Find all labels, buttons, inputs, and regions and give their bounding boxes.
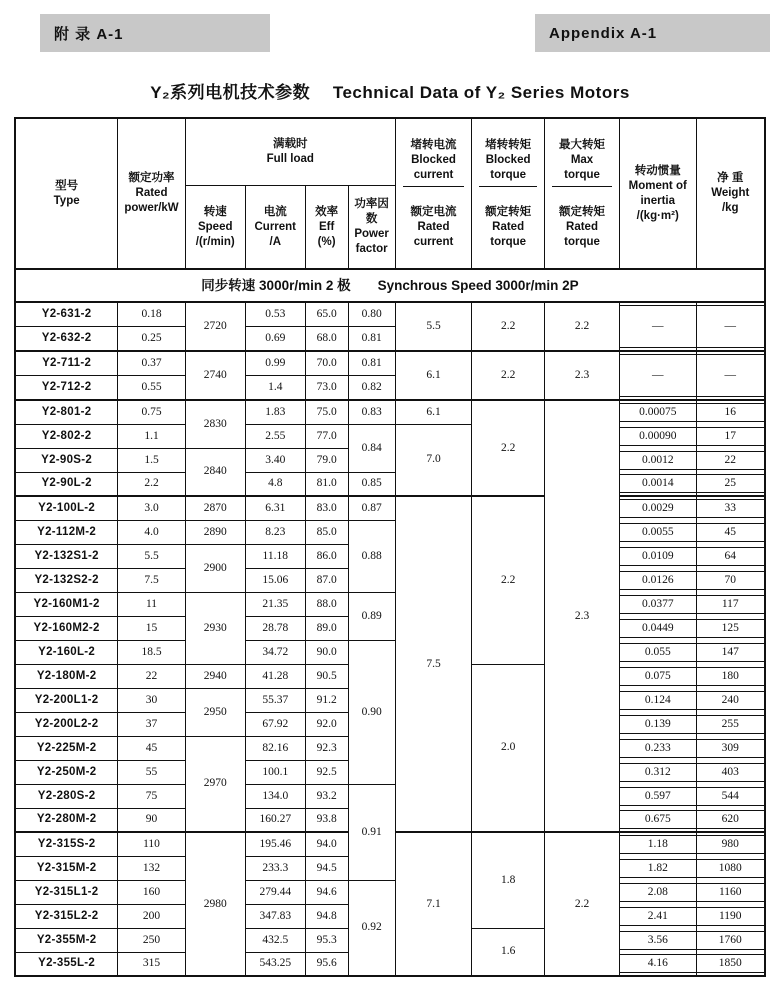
boxed-value: 0.0449 (620, 619, 696, 638)
cell-current: 34.72 (245, 640, 305, 664)
cell-wt (696, 448, 765, 472)
boxed-value: 33 (697, 499, 765, 518)
cell-eff: 95.3 (305, 928, 348, 952)
cell-current: 0.53 (245, 302, 305, 327)
table-row (15, 520, 765, 544)
boxed-value: 70 (697, 571, 765, 590)
cell-power: 18.5 (118, 640, 186, 664)
boxed-value: 0.0377 (620, 595, 696, 614)
cell-speed: 2940 (185, 664, 245, 688)
cell-wt (696, 880, 765, 904)
cell-in (620, 544, 697, 568)
table-row (15, 784, 765, 808)
boxed-value: 255 (697, 715, 765, 734)
table-row (15, 472, 765, 496)
boxed-value: 0.675 (620, 810, 696, 829)
boxed-value: 0.00075 (620, 403, 696, 422)
boxed-value: 1760 (697, 931, 765, 950)
cell-power: 0.37 (118, 351, 186, 376)
cell-type: Y2-802-2 (15, 424, 118, 448)
cell-eff: 90.0 (305, 640, 348, 664)
boxed-value: 2.08 (620, 883, 696, 902)
cell-eff: 93.2 (305, 784, 348, 808)
cell-type: Y2-355L-2 (15, 952, 118, 976)
cell-pf: 0.89 (348, 592, 395, 640)
cell-type: Y2-160M1-2 (15, 592, 118, 616)
cell-speed: 2980 (185, 832, 245, 976)
table-row (15, 351, 765, 376)
cell-power: 4.0 (118, 520, 186, 544)
cell-current: 15.06 (245, 568, 305, 592)
cell-pf: 0.88 (348, 520, 395, 592)
cell-speed: 2740 (185, 351, 245, 400)
cell-bt: 2.0 (472, 664, 545, 832)
cell-wt (696, 952, 765, 976)
cell-pf: 0.84 (348, 424, 395, 472)
cell-wt (696, 904, 765, 928)
cell-eff: 92.5 (305, 760, 348, 784)
cell-wt (696, 592, 765, 616)
cell-speed: 2900 (185, 544, 245, 592)
boxed-value: 1850 (697, 954, 765, 973)
cell-wt (696, 544, 765, 568)
cell-mt: 2.3 (545, 351, 620, 400)
boxed-value: 147 (697, 643, 765, 662)
cell-pf: 0.82 (348, 376, 395, 401)
rated-torque-label: 额定转矩 Rated torque (559, 205, 605, 248)
cell-in (620, 688, 697, 712)
table-body (15, 302, 765, 976)
table-row (15, 424, 765, 448)
cell-wt (696, 856, 765, 880)
cell-power: 110 (118, 832, 186, 856)
cell-wt (696, 808, 765, 832)
cell-type: Y2-112M-2 (15, 520, 118, 544)
boxed-value: 0.055 (620, 643, 696, 662)
cell-current: 134.0 (245, 784, 305, 808)
cell-type: Y2-801-2 (15, 400, 118, 424)
cell-power: 3.0 (118, 496, 186, 520)
cell-power: 0.75 (118, 400, 186, 424)
col-header-current: 电流 Current /A (245, 185, 305, 269)
cell-in (620, 760, 697, 784)
cell-bc: 5.5 (395, 302, 472, 351)
cell-wt (696, 760, 765, 784)
cell-type: Y2-250M-2 (15, 760, 118, 784)
cell-eff: 86.0 (305, 544, 348, 568)
cell-in (620, 808, 697, 832)
cell-current: 1.83 (245, 400, 305, 424)
cell-eff: 83.0 (305, 496, 348, 520)
cell-mt: 2.2 (545, 302, 620, 351)
cell-eff: 75.0 (305, 400, 348, 424)
section-title-synchronous-speed: 同步转速 3000r/min 2 极 Synchrous Speed 3000r/min 2P (15, 269, 765, 302)
boxed-value: 17 (697, 427, 765, 446)
cell-eff: 88.0 (305, 592, 348, 616)
cell-power: 75 (118, 784, 186, 808)
cell-speed: 2930 (185, 592, 245, 664)
cell-current: 2.55 (245, 424, 305, 448)
cell-current: 543.25 (245, 952, 305, 976)
cell-bt: 1.6 (472, 928, 545, 976)
col-header-power-factor: 功率因数 Power factor (348, 185, 395, 269)
boxed-value: 0.0012 (620, 451, 696, 470)
col-header-moment-of-inertia: 转动惯量 Moment of inertia /(kg·m²) (620, 118, 697, 269)
cell-in (620, 856, 697, 880)
cell-wt (696, 302, 765, 351)
table-row (15, 640, 765, 664)
cell-power: 315 (118, 952, 186, 976)
cell-type: Y2-712-2 (15, 376, 118, 401)
boxed-value: 0.597 (620, 787, 696, 806)
cell-eff: 79.0 (305, 448, 348, 472)
cell-type: Y2-90L-2 (15, 472, 118, 496)
boxed-value: 620 (697, 810, 765, 829)
boxed-value: 0.0014 (620, 474, 696, 493)
cell-eff: 94.6 (305, 880, 348, 904)
cell-power: 55 (118, 760, 186, 784)
cell-eff: 94.0 (305, 832, 348, 856)
cell-wt (696, 784, 765, 808)
cell-wt (696, 640, 765, 664)
cell-pf: 0.81 (348, 327, 395, 352)
cell-bt: 2.2 (472, 400, 545, 496)
cell-type: Y2-132S1-2 (15, 544, 118, 568)
cell-speed: 2870 (185, 496, 245, 520)
cell-in (620, 928, 697, 952)
cell-wt (696, 688, 765, 712)
boxed-value: 0.139 (620, 715, 696, 734)
cell-speed: 2830 (185, 400, 245, 448)
boxed-value: 0.075 (620, 667, 696, 686)
cell-eff: 91.2 (305, 688, 348, 712)
page-title: Y₂系列电机技术参数 Technical Data of Y₂ Series Motors (150, 83, 630, 102)
boxed-value: 117 (697, 595, 765, 614)
cell-mt: 2.3 (545, 400, 620, 832)
cell-speed: 2720 (185, 302, 245, 351)
cell-in (620, 736, 697, 760)
cell-power: 11 (118, 592, 186, 616)
cell-type: Y2-200L1-2 (15, 688, 118, 712)
table-row (15, 592, 765, 616)
cell-power: 45 (118, 736, 186, 760)
cell-power: 37 (118, 712, 186, 736)
cell-in (620, 424, 697, 448)
cell-current: 160.27 (245, 808, 305, 832)
cell-eff: 89.0 (305, 616, 348, 640)
boxed-value: 2.41 (620, 907, 696, 926)
cell-power: 1.1 (118, 424, 186, 448)
cell-type: Y2-355M-2 (15, 928, 118, 952)
cell-in (620, 520, 697, 544)
cell-in (620, 880, 697, 904)
cell-in (620, 351, 697, 400)
cell-bc: 7.1 (395, 832, 472, 976)
cell-power: 160 (118, 880, 186, 904)
table-row (15, 496, 765, 520)
cell-type: Y2-90S-2 (15, 448, 118, 472)
cell-current: 432.5 (245, 928, 305, 952)
cell-in (620, 568, 697, 592)
cell-bt: 1.8 (472, 832, 545, 928)
cell-power: 132 (118, 856, 186, 880)
cell-power: 90 (118, 808, 186, 832)
cell-current: 3.40 (245, 448, 305, 472)
cell-power: 30 (118, 688, 186, 712)
cell-eff: 85.0 (305, 520, 348, 544)
cell-type: Y2-180M-2 (15, 664, 118, 688)
cell-eff: 87.0 (305, 568, 348, 592)
boxed-value: — (697, 305, 765, 348)
col-header-type: 型号 Type (15, 118, 118, 269)
cell-current: 21.35 (245, 592, 305, 616)
cell-current: 82.16 (245, 736, 305, 760)
cell-pf: 0.80 (348, 302, 395, 327)
cell-current: 279.44 (245, 880, 305, 904)
cell-eff: 95.6 (305, 952, 348, 976)
cell-bc: 7.5 (395, 496, 472, 832)
boxed-value: 1190 (697, 907, 765, 926)
cell-type: Y2-100L-2 (15, 496, 118, 520)
cell-in (620, 664, 697, 688)
cell-current: 0.69 (245, 327, 305, 352)
cell-power: 2.2 (118, 472, 186, 496)
cell-power: 1.5 (118, 448, 186, 472)
cell-current: 8.23 (245, 520, 305, 544)
cell-wt (696, 520, 765, 544)
cell-eff: 94.8 (305, 904, 348, 928)
cell-eff: 81.0 (305, 472, 348, 496)
boxed-value: 125 (697, 619, 765, 638)
cell-pf: 0.81 (348, 351, 395, 376)
cell-in (620, 400, 697, 424)
cell-eff: 93.8 (305, 808, 348, 832)
cell-eff: 77.0 (305, 424, 348, 448)
cell-eff: 65.0 (305, 302, 348, 327)
boxed-value: — (697, 354, 765, 397)
cell-type: Y2-631-2 (15, 302, 118, 327)
cell-power: 7.5 (118, 568, 186, 592)
cell-type: Y2-315L2-2 (15, 904, 118, 928)
cell-wt (696, 736, 765, 760)
cell-type: Y2-280S-2 (15, 784, 118, 808)
cell-type: Y2-200L2-2 (15, 712, 118, 736)
cell-in (620, 472, 697, 496)
cell-type: Y2-632-2 (15, 327, 118, 352)
table-row (15, 880, 765, 904)
cell-in (620, 712, 697, 736)
boxed-value: 980 (697, 835, 765, 854)
cell-current: 41.28 (245, 664, 305, 688)
cell-in (620, 784, 697, 808)
boxed-value: 16 (697, 403, 765, 422)
boxed-value: 0.0029 (620, 499, 696, 518)
table-row (15, 302, 765, 327)
cell-wt (696, 424, 765, 448)
table-row (15, 400, 765, 424)
cell-eff: 73.0 (305, 376, 348, 401)
cell-power: 0.25 (118, 327, 186, 352)
cell-current: 67.92 (245, 712, 305, 736)
cell-power: 200 (118, 904, 186, 928)
page-header (0, 0, 780, 52)
boxed-value: 3.56 (620, 931, 696, 950)
cell-in (620, 832, 697, 856)
boxed-value: — (620, 305, 696, 348)
cell-current: 347.83 (245, 904, 305, 928)
cell-type: Y2-711-2 (15, 351, 118, 376)
cell-type: Y2-132S2-2 (15, 568, 118, 592)
rated-torque-label: 额定转矩 Rated torque (485, 205, 532, 248)
cell-wt (696, 616, 765, 640)
cell-pf: 0.90 (348, 640, 395, 784)
motor-technical-data-table (14, 117, 766, 977)
cell-type: Y2-280M-2 (15, 808, 118, 832)
boxed-value: — (620, 354, 696, 397)
cell-type: Y2-160M2-2 (15, 616, 118, 640)
cell-eff: 92.3 (305, 736, 348, 760)
cell-current: 55.37 (245, 688, 305, 712)
max-torque-label: 最大转矩 Max torque (552, 134, 612, 187)
cell-power: 15 (118, 616, 186, 640)
boxed-value: 0.312 (620, 763, 696, 782)
boxed-value: 0.233 (620, 739, 696, 758)
rated-current-label: 额定电流 Rated current (410, 205, 457, 248)
cell-current: 233.3 (245, 856, 305, 880)
cell-current: 1.4 (245, 376, 305, 401)
cell-bc: 6.1 (395, 351, 472, 400)
cell-in (620, 640, 697, 664)
blocked-torque-label: 堵转转矩 Blocked torque (479, 134, 537, 187)
cell-mt: 2.2 (545, 832, 620, 976)
cell-bt: 2.2 (472, 302, 545, 351)
cell-eff: 68.0 (305, 327, 348, 352)
cell-bc: 7.0 (395, 424, 472, 496)
boxed-value: 0.124 (620, 691, 696, 710)
cell-speed: 2840 (185, 448, 245, 496)
cell-in (620, 616, 697, 640)
col-header-rated-power: 额定功率 Rated power/kW (118, 118, 186, 269)
cell-bt: 2.2 (472, 496, 545, 664)
cell-in (620, 904, 697, 928)
cell-wt (696, 832, 765, 856)
cell-power: 0.55 (118, 376, 186, 401)
cell-in (620, 448, 697, 472)
boxed-value: 1.18 (620, 835, 696, 854)
boxed-value: 0.0055 (620, 523, 696, 542)
boxed-value: 64 (697, 547, 765, 566)
cell-pf: 0.87 (348, 496, 395, 520)
col-header-speed: 转速 Speed /(r/min) (185, 185, 245, 269)
cell-pf: 0.85 (348, 472, 395, 496)
cell-type: Y2-315L1-2 (15, 880, 118, 904)
boxed-value: 240 (697, 691, 765, 710)
boxed-value: 4.16 (620, 954, 696, 973)
cell-wt (696, 400, 765, 424)
col-header-max-torque-ratio (545, 118, 620, 269)
boxed-value: 1.82 (620, 859, 696, 878)
boxed-value: 309 (697, 739, 765, 758)
cell-pf: 0.91 (348, 784, 395, 880)
cell-wt (696, 351, 765, 400)
cell-in (620, 952, 697, 976)
cell-speed: 2970 (185, 736, 245, 832)
cell-type: Y2-315S-2 (15, 832, 118, 856)
cell-eff: 94.5 (305, 856, 348, 880)
boxed-value: 0.00090 (620, 427, 696, 446)
boxed-value: 45 (697, 523, 765, 542)
cell-current: 100.1 (245, 760, 305, 784)
cell-current: 28.78 (245, 616, 305, 640)
cell-pf: 0.83 (348, 400, 395, 424)
cell-power: 5.5 (118, 544, 186, 568)
appendix-badge-en: Appendix A-1 (535, 14, 770, 52)
boxed-value: 180 (697, 667, 765, 686)
cell-type: Y2-315M-2 (15, 856, 118, 880)
boxed-value: 22 (697, 451, 765, 470)
cell-pf: 0.92 (348, 880, 395, 976)
cell-current: 6.31 (245, 496, 305, 520)
cell-wt (696, 472, 765, 496)
cell-power: 250 (118, 928, 186, 952)
cell-bt: 2.2 (472, 351, 545, 400)
boxed-value: 0.0126 (620, 571, 696, 590)
cell-current: 195.46 (245, 832, 305, 856)
cell-in (620, 592, 697, 616)
cell-in (620, 496, 697, 520)
col-header-full-load: 满载时 Full load (185, 118, 395, 185)
cell-eff: 90.5 (305, 664, 348, 688)
cell-speed: 2890 (185, 520, 245, 544)
col-header-weight: 净 重 Weight /kg (696, 118, 765, 269)
cell-current: 11.18 (245, 544, 305, 568)
col-header-blocked-torque-ratio (472, 118, 545, 269)
boxed-value: 544 (697, 787, 765, 806)
cell-eff: 70.0 (305, 351, 348, 376)
cell-bc: 6.1 (395, 400, 472, 424)
col-header-blocked-current-ratio (395, 118, 472, 269)
cell-in (620, 302, 697, 351)
cell-wt (696, 712, 765, 736)
boxed-value: 1160 (697, 883, 765, 902)
cell-wt (696, 928, 765, 952)
boxed-value: 1080 (697, 859, 765, 878)
cell-power: 22 (118, 664, 186, 688)
cell-wt (696, 496, 765, 520)
boxed-value: 403 (697, 763, 765, 782)
cell-wt (696, 664, 765, 688)
cell-wt (696, 568, 765, 592)
cell-type: Y2-160L-2 (15, 640, 118, 664)
cell-eff: 92.0 (305, 712, 348, 736)
blocked-current-label: 堵转电流 Blocked current (403, 134, 465, 187)
col-header-efficiency: 效率 Eff (%) (305, 185, 348, 269)
cell-power: 0.18 (118, 302, 186, 327)
boxed-value: 0.0109 (620, 547, 696, 566)
cell-speed: 2950 (185, 688, 245, 736)
appendix-badge-zh: 附 录 A-1 (40, 14, 270, 52)
cell-current: 0.99 (245, 351, 305, 376)
cell-current: 4.8 (245, 472, 305, 496)
cell-type: Y2-225M-2 (15, 736, 118, 760)
boxed-value: 25 (697, 474, 765, 493)
